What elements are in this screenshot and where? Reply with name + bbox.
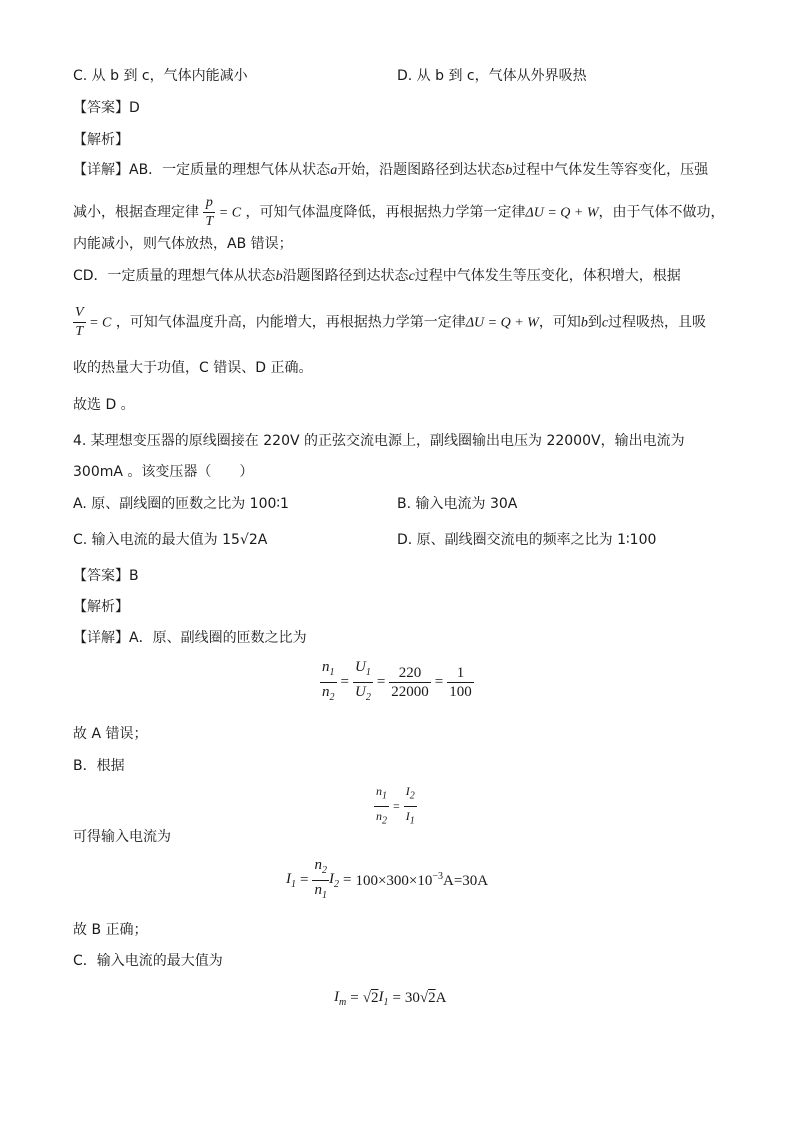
q4-b-head: B．根据 xyxy=(73,758,125,774)
q4-option-a: A. 原、副线圈的匝数之比为 100∶1 xyxy=(73,496,289,512)
q3-detail-line-4: CD．一定质量的理想气体从状态b沿题图路径到达状态c过程中气体发生等压变化，体积增大，根据 xyxy=(73,268,681,284)
q3-detail-line-6: 收的热量大于功值，C 错误、D 正确。 xyxy=(73,360,313,376)
q4-detail-a: 【详解】A．原、副线圈的匝数之比为 xyxy=(73,630,307,646)
q3-option-c: C. 从 b 到 c，气体内能减小 xyxy=(73,68,248,84)
q4-option-c: C. 输入电流的最大值为 15√2A xyxy=(73,532,268,548)
q3-answer: 【答案】D xyxy=(73,100,140,116)
q4-a-wrong: 故 A 错误； xyxy=(73,726,148,742)
q3-option-d: D. 从 b 到 c，气体从外界吸热 xyxy=(397,68,587,84)
equation-input-current: $I_1$ = $\frac{n_2}{n_1}$ $I_2$ = $100\times 300\times 10^{-3}A=30A$ xyxy=(286,856,489,901)
q4-b-right: 故 B 正确； xyxy=(73,922,148,938)
q4-stem-line-1: 4. 某理想变压器的原线圈接在 220V 的正弦交流电源上，副线圈输出电压为 22000V，输出电流为 xyxy=(73,433,685,449)
q4-stem-line-2: 300mA 。该变压器（ ） xyxy=(73,464,254,480)
equation-turns-ratio: $\frac{n_1}{n_2}$ = $\frac{U_1}{U_2}$ = $\frac{220}{22000}$ = $\frac{1}{100}$ xyxy=(322,658,472,703)
equation-current-ratio: $\frac{n_1}{n_2}$ = $\frac{I_2}{I_1}$ xyxy=(376,784,415,826)
q4-analysis-label: 【解析】 xyxy=(73,599,129,615)
q3-detail-line-2: 减小，根据查理定律 $\frac{p}{T}$ = C ，可知气体温度降低，再根据热力学第一定律ΔU = Q + W，由于气体不做功， xyxy=(73,195,725,229)
q4-answer: 【答案】B xyxy=(73,568,139,584)
q4-option-b: B. 输入电流为 30A xyxy=(397,496,518,512)
q4-option-d: D. 原、副线圈交流电的频率之比为 1∶100 xyxy=(397,532,657,548)
q4-c-head: C．输入电流的最大值为 xyxy=(73,953,223,969)
gay-lussac-law-formula: $\frac{V}{T}$ xyxy=(75,305,84,339)
q3-analysis-label: 【解析】 xyxy=(73,132,129,148)
q3-detail-line-3: 内能减小，则气体放热，AB 错误； xyxy=(73,236,293,252)
equation-max-current: $I_m$ = √2 $I_1$ = 30√2A xyxy=(334,988,447,1008)
q3-detail-line-1: 【详解】AB．一定质量的理想气体从状态a开始，沿题图路径到达状态b过程中气体发生等容变化，压强 xyxy=(73,162,709,178)
q4-b-get: 可得输入电流为 xyxy=(73,829,171,845)
charles-law-formula: $\frac{p}{T}$ xyxy=(205,195,214,229)
q3-conclusion: 故选 D 。 xyxy=(73,397,135,413)
q3-detail-line-5: $\frac{V}{T}$ = C ，可知气体温度升高，内能增大，再根据热力学第一定律ΔU = Q + W，可知b到c过程吸热，且吸 xyxy=(75,305,707,339)
